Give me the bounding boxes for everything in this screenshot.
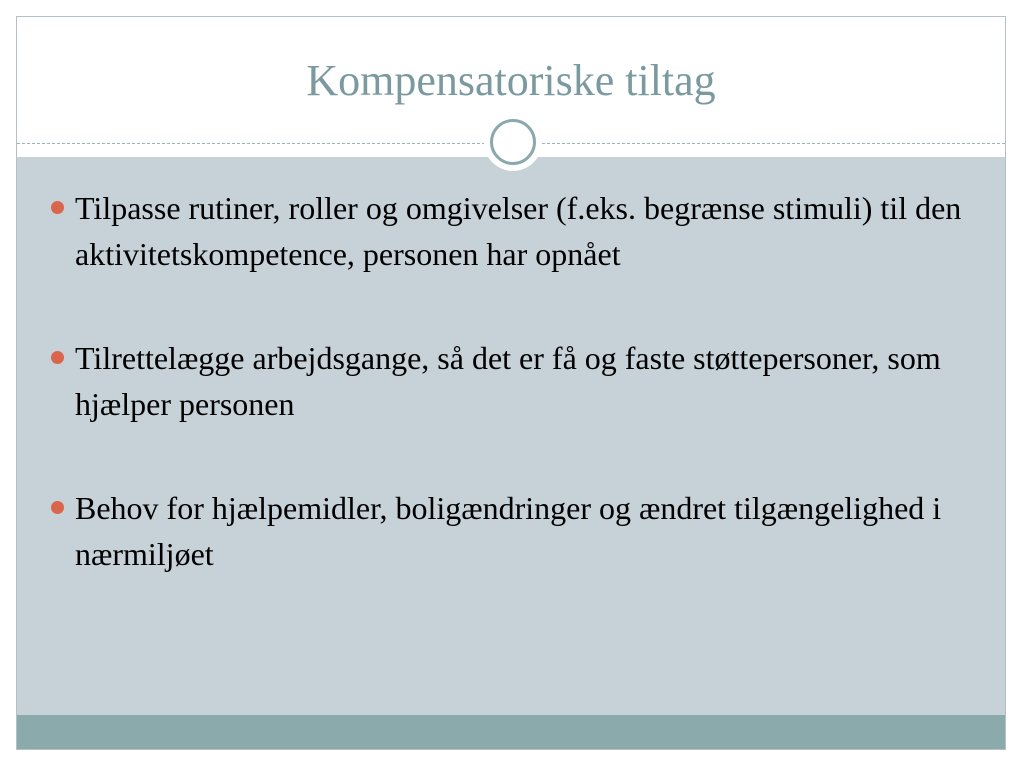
list-item (47, 335, 967, 427)
list-item (47, 485, 967, 577)
bullet-list (47, 185, 967, 577)
circle-ring (490, 119, 536, 165)
bullet-text: Tilrettelægge arbejdsgange, så det er få og faste støttepersoner, som hjælper personen (75, 340, 941, 422)
bullet-dot-icon (51, 501, 64, 514)
slide-title: Kompensatoriske tiltag (306, 56, 716, 105)
bullet-dot-icon (51, 351, 64, 364)
slide (16, 16, 1006, 750)
bullet-text: Behov for hjælpemidler, boligændringer og ændret tilgængelighed i nærmiljøet (75, 490, 942, 572)
bullet-text: Tilpasse rutiner, roller og omgivelser (f.eks. begrænse stimuli) til den aktivitetskompetence, personen har opnået (75, 190, 962, 272)
footer-bar (17, 715, 1005, 749)
bullet-dot-icon (51, 201, 64, 214)
circle-ornament-icon (484, 113, 542, 171)
list-item (47, 185, 967, 277)
